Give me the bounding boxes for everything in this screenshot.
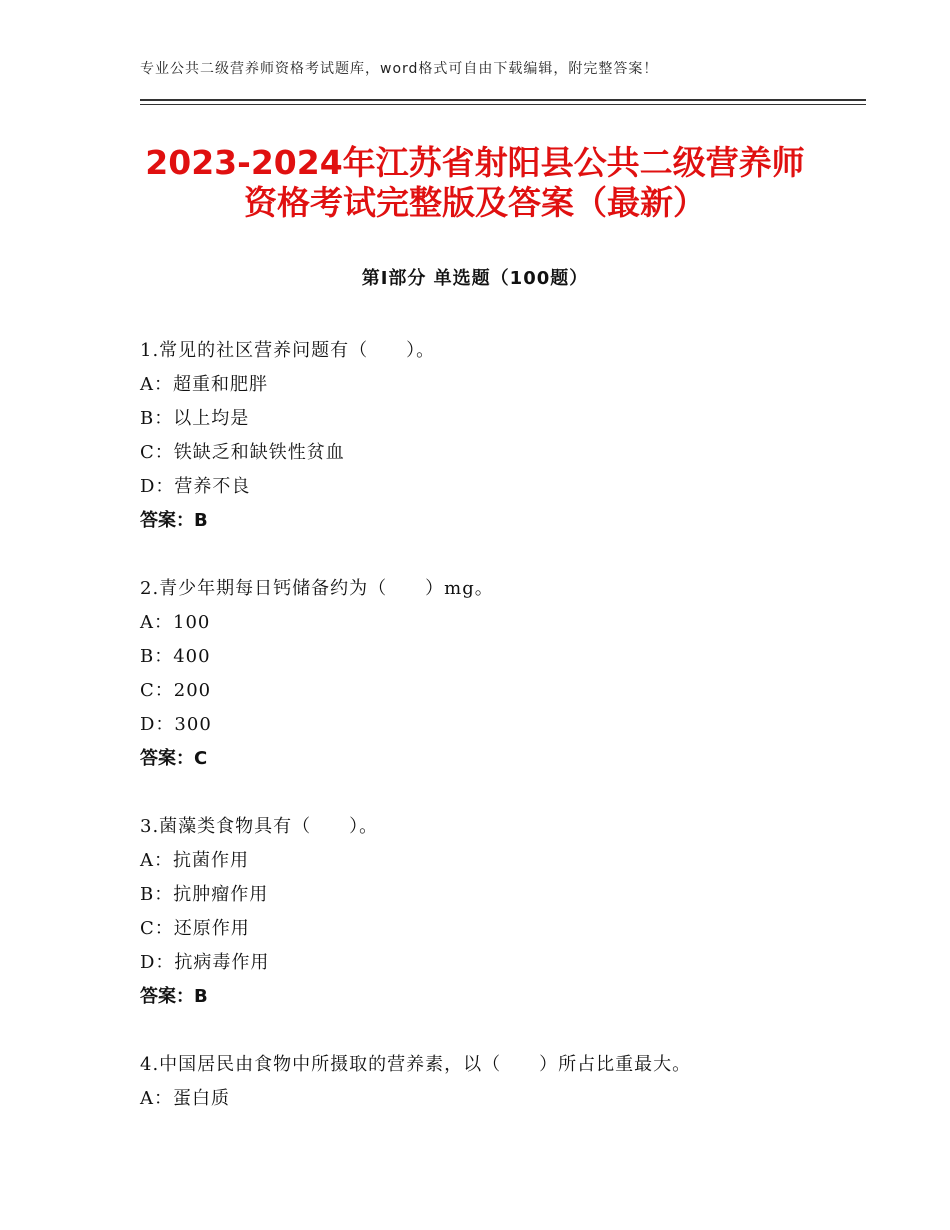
section-title: 第Ⅰ部分 单选题（100题） [361, 268, 589, 289]
option-b: B：抗肿瘤作用 [140, 884, 269, 905]
question-stem: 4.中国居民由食物中所摄取的营养素，以（ ）所占比重最大。 [140, 1054, 692, 1075]
question-stem: 3.菌藻类食物具有（ ）。 [140, 816, 379, 837]
option-a: A：抗菌作用 [140, 850, 249, 871]
question-4 [140, 1048, 860, 1116]
header-divider-thick [140, 99, 866, 101]
option-c: C：200 [140, 680, 212, 701]
question-1 [140, 334, 860, 538]
option-d: D：300 [140, 714, 212, 735]
option-a: A：蛋白质 [140, 1088, 230, 1109]
answer: 答案：B [140, 986, 208, 1007]
option-c: C：还原作用 [140, 918, 250, 939]
document-title [140, 143, 810, 223]
question-stem: 1.常见的社区营养问题有（ ）。 [140, 340, 436, 361]
question-2 [140, 572, 860, 776]
option-d: D：抗病毒作用 [140, 952, 270, 973]
option-b: B：以上均是 [140, 408, 250, 429]
question-list [140, 334, 860, 1150]
option-c: C：铁缺乏和缺铁性贫血 [140, 442, 345, 463]
page-header-note: 专业公共二级营养师资格考试题库，word格式可自由下载编辑，附完整答案！ [140, 61, 659, 77]
question-3 [140, 810, 860, 1014]
document-title-line-1: 2023-2024年江苏省射阳县公共二级营养师 [145, 143, 805, 182]
option-a: A：100 [140, 612, 211, 633]
answer: 答案：C [140, 748, 208, 769]
option-b: B：400 [140, 646, 211, 667]
option-a: A：超重和肥胖 [140, 374, 268, 395]
answer: 答案：B [140, 510, 208, 531]
header-divider-thin [140, 104, 866, 105]
document-title-line-2: 资格考试完整版及答案（最新） [244, 183, 706, 222]
question-stem: 2.青少年期每日钙储备约为（ ）mg。 [140, 578, 494, 599]
option-d: D：营养不良 [140, 476, 251, 497]
